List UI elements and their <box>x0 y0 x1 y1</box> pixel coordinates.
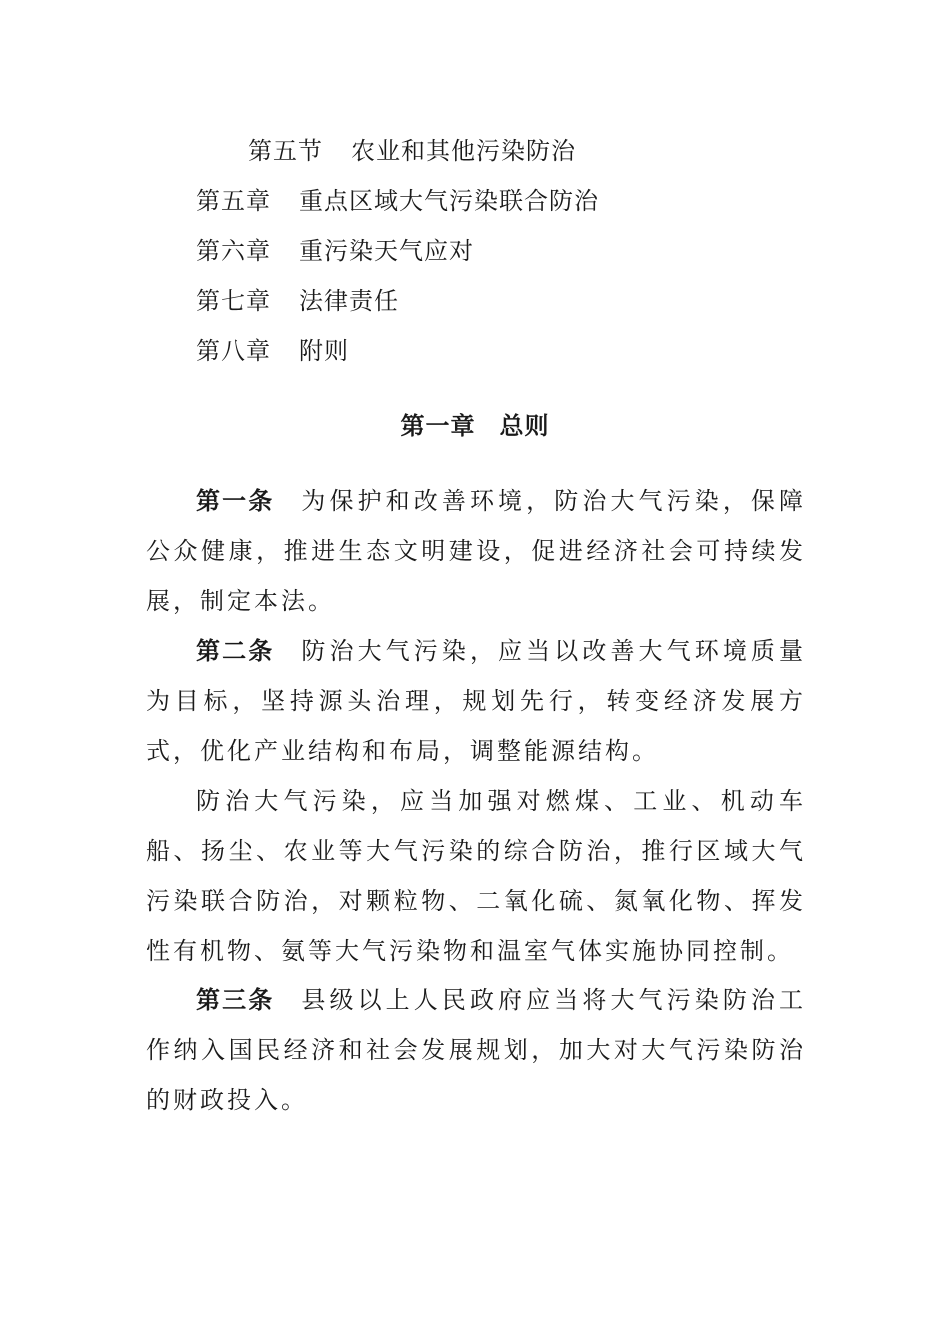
article-text: 防治大气污染，应当以改善大气环境质量为目标，坚持源头治理，规划先行，转变经济发展方式，优化产业结构和布局，调整能源结构。 <box>146 637 807 765</box>
article-3 <box>146 975 806 1125</box>
toc-entry-number: 第六章 <box>196 237 271 265</box>
toc-entry-chapter-5 <box>196 186 599 216</box>
chapter-heading <box>0 411 950 441</box>
toc-entry-chapter-7 <box>196 286 399 316</box>
article-text: 防治大气污染，应当加强对燃煤、工业、机动车船、扬尘、农业等大气污染的综合防治，推行区域大气污染联合防治，对颗粒物、二氧化硫、氮氧化物、挥发性有机物、氨等大气污染物和温室气体实施协同控制。 <box>146 787 806 965</box>
article-2 <box>146 626 806 776</box>
article-text: 为保护和改善环境，防治大气污染，保障公众健康，推进生态文明建设，促进经济社会可持续发展，制定本法。 <box>146 487 807 615</box>
toc-entry-number: 第五节 <box>248 137 323 165</box>
toc-entry-number: 第五章 <box>196 187 271 215</box>
toc-entry-title: 法律责任 <box>299 287 399 315</box>
chapter-title: 总则 <box>499 412 550 440</box>
article-number: 第一条 <box>196 487 275 515</box>
article-2-paragraph-2 <box>146 776 806 976</box>
toc-entry-title: 重污染天气应对 <box>299 237 474 265</box>
article-1 <box>146 476 806 626</box>
toc-entry-chapter-6 <box>196 236 474 266</box>
toc-entry-title: 附则 <box>299 337 349 365</box>
chapter-number: 第一章 <box>400 412 476 440</box>
toc-entry-section-5 <box>248 136 576 166</box>
toc-entry-number: 第八章 <box>196 337 271 365</box>
article-number: 第二条 <box>196 637 275 665</box>
toc-entry-title: 重点区域大气污染联合防治 <box>299 187 599 215</box>
toc-entry-chapter-8 <box>196 336 349 366</box>
toc-entry-title: 农业和其他污染防治 <box>351 137 576 165</box>
toc-entry-number: 第七章 <box>196 287 271 315</box>
article-number: 第三条 <box>196 986 275 1014</box>
article-text: 县级以上人民政府应当将大气污染防治工作纳入国民经济和社会发展规划，加大对大气污染防治的财政投入。 <box>146 986 807 1114</box>
